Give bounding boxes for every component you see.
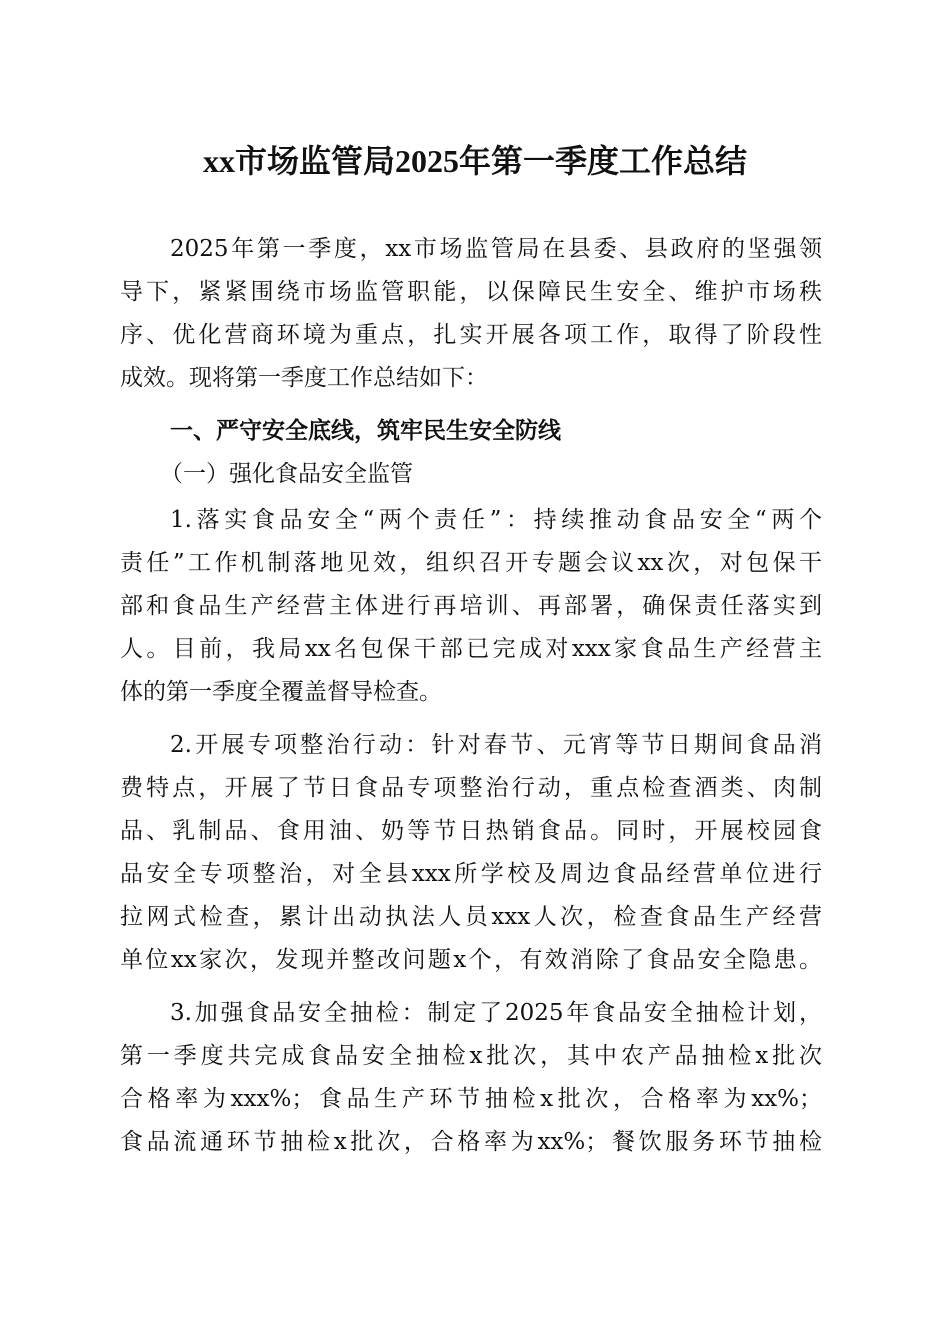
text-line: 部和食品生产经营主体进行再培训、再部署，确保责任落实到: [120, 593, 822, 619]
subsection-heading: （一）强化食品安全监管: [160, 461, 413, 487]
document-body: [120, 228, 822, 1164]
text-line: 序、优化营商环境为重点，扎实开展各项工作，取得了阶段性: [120, 322, 822, 348]
document-title: xx市场监管局2025年第一季度工作总结: [202, 143, 747, 179]
item-1-paragraph: [120, 499, 822, 714]
item-3-paragraph: [120, 992, 822, 1164]
text-line: 3.加强食品安全抽检：制定了2025年食品安全抽检计划，: [170, 1000, 822, 1026]
text-line: 拉网式检查，累计出动执法人员xxx人次，检查食品生产经营: [120, 904, 822, 930]
text-line: 单位xx家次，发现并整改问题x个，有效消除了食品安全隐患。: [120, 947, 822, 973]
text-line: 品安全专项整治，对全县xxx所学校及周边食品经营单位进行: [120, 861, 822, 887]
text-line: 费特点，开展了节日食品专项整治行动，重点检查酒类、肉制: [120, 775, 822, 801]
text-line: 成效。现将第一季度工作总结如下：: [120, 365, 488, 391]
text-line: 人。目前，我局xx名包保干部已完成对xxx家食品生产经营主: [120, 636, 822, 662]
text-line: 2.开展专项整治行动：针对春节、元宵等节日期间食品消: [170, 732, 822, 758]
text-line: 体的第一季度全覆盖督导检查。: [120, 679, 442, 705]
text-line: 第一季度共完成食品安全抽检x批次，其中农产品抽检x批次: [120, 1043, 822, 1069]
section-heading: 一、严守安全底线，筑牢民生安全防线: [170, 418, 561, 444]
text-line: 品、乳制品、食用油、奶等节日热销食品。同时，开展校园食: [120, 818, 822, 844]
text-line: 1.落实食品安全“两个责任”：持续推动食品安全“两个: [170, 507, 822, 533]
text-line: 导下，紧紧围绕市场监管职能，以保障民生安全、维护市场秩: [120, 279, 822, 305]
text-line: 食品流通环节抽检x批次，合格率为xx%；餐饮服务环节抽检: [120, 1129, 822, 1155]
text-line: 责任”工作机制落地见效，组织召开专题会议xx次，对包保干: [120, 550, 822, 576]
text-line: 合格率为xxx%；食品生产环节抽检x批次，合格率为xx%；: [120, 1086, 822, 1112]
item-2-paragraph: [120, 724, 822, 982]
text-line: 2025年第一季度，xx市场监管局在县委、县政府的坚强领: [170, 236, 822, 262]
intro-paragraph: [120, 228, 822, 400]
